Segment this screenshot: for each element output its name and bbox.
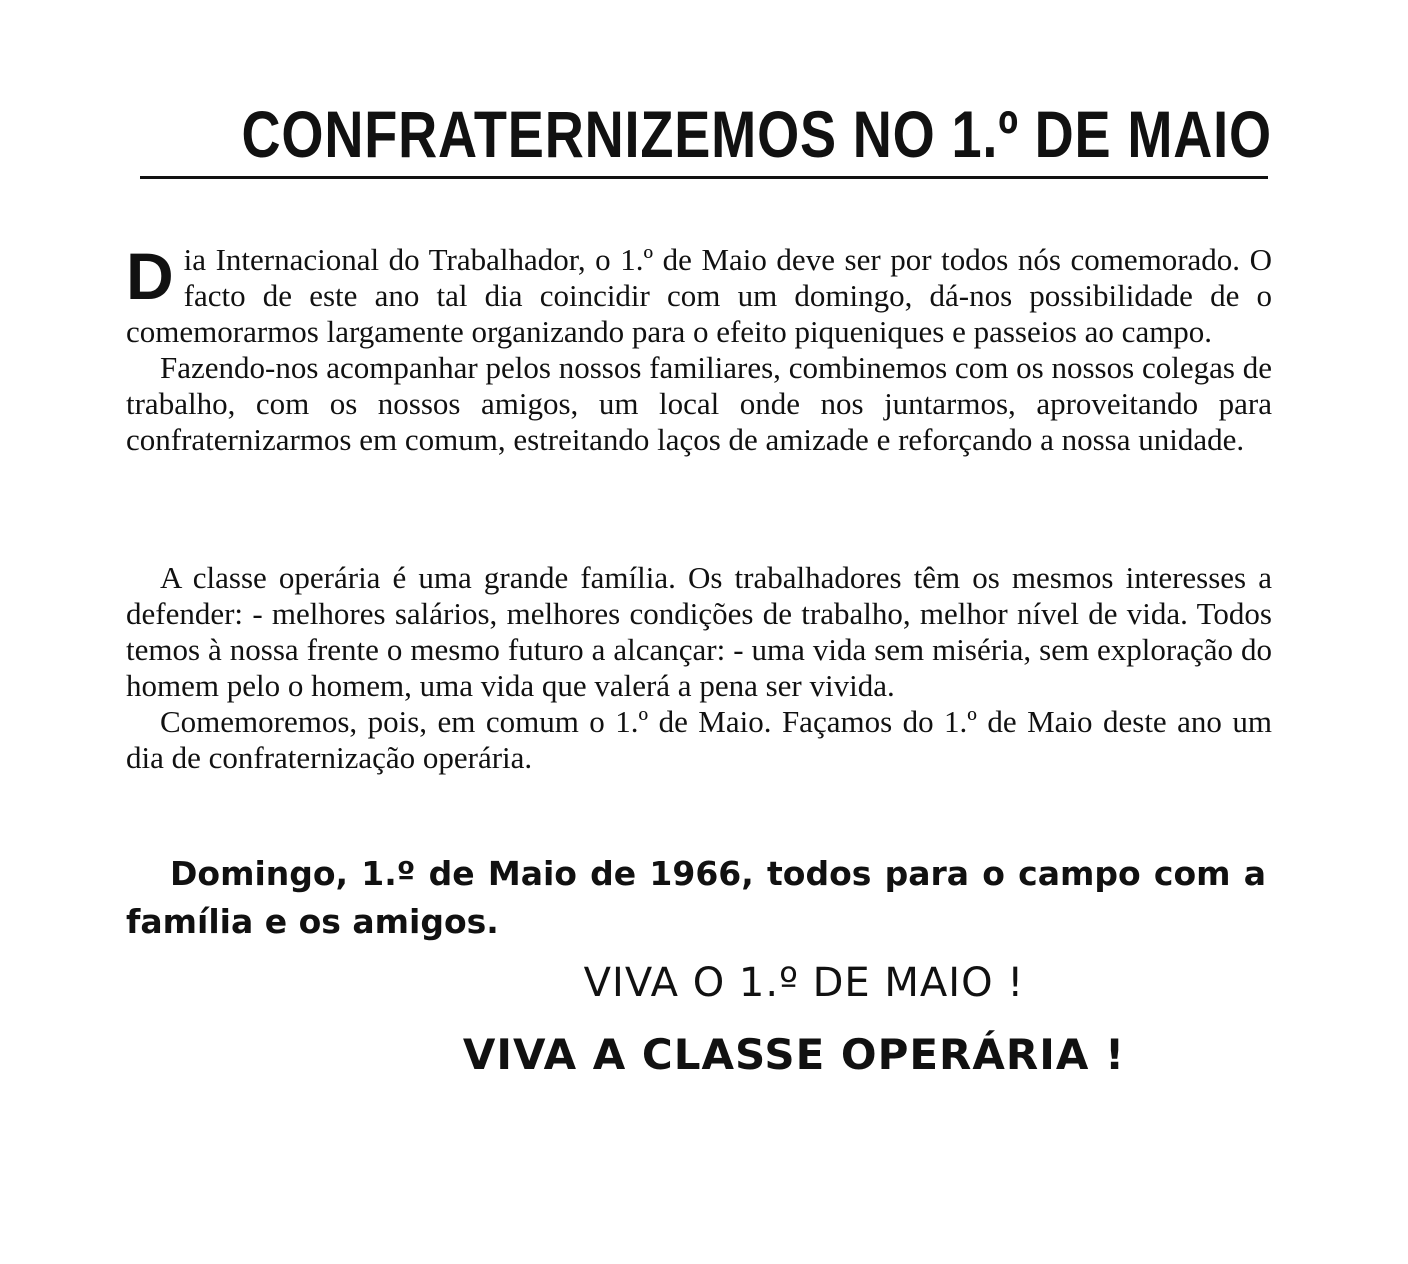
- drop-cap: D: [126, 239, 174, 313]
- text-block-class: [126, 560, 1272, 776]
- paragraph-2: Fazendo-nos acompanhar pelos nossos familiares, combinemos com os nossos colegas de trabalho, com os nossos amigos, um local onde nos juntarmos, aproveitando para confraternizarmos em comum, estreitando laços de amizade e reforçando a nossa unidade.: [126, 350, 1272, 457]
- paragraph-4: Comemoremos, pois, em comum o 1.º de Maio. Façamos do 1.º de Maio deste ano um dia de confraternização operária.: [126, 704, 1272, 775]
- bold-announcement: Domingo, 1.º de Maio de 1966, todos para o campo com a família e os amigos.: [126, 854, 1266, 941]
- paragraph-1-text: ia Internacional do Trabalhador, o 1.º de Maio deve ser por todos nós comemorado. O facto de este ano tal dia coincidir com um domingo, dá-nos possibilidade de o comemorarmos largamente organizando para o efeito piqueniques e passeios ao campo.: [126, 242, 1272, 349]
- page-title: CONFRATERNIZEMOS NO 1.º DE MAIO: [241, 97, 1272, 171]
- text-block-intro: [126, 239, 1272, 458]
- slogan-working-class: VIVA A CLASSE OPERÁRIA !: [462, 1030, 1126, 1079]
- title-underline: [140, 176, 1268, 179]
- paragraph-1: [126, 239, 1272, 350]
- paragraph-3: A classe operária é uma grande família. Os trabalhadores têm os mesmos interesses a defender: - melhores salários, melhores condições de trabalho, melhor nível de vida. Todos temos à nossa frente o mesmo futuro a alcançar: - uma vida sem miséria, sem exploração do homem pelo o homem, uma vida que valerá a pena ser vivida.: [126, 560, 1272, 703]
- slogan-may-day: VIVA O 1.º DE MAIO !: [583, 960, 1025, 1006]
